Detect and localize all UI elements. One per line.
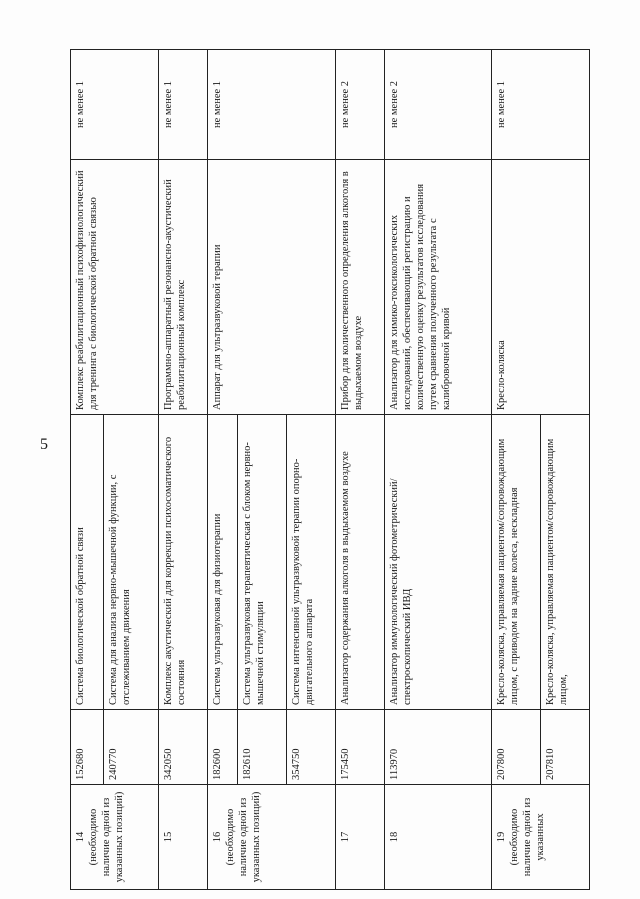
row-number: 19 — [495, 831, 507, 843]
code-cell: 113970 — [384, 710, 491, 785]
table-row — [384, 50, 491, 890]
row-number: 14 — [75, 831, 86, 843]
row-note: (необходимо наличие одной из указанных — [508, 797, 547, 877]
name-cell: Система ультразвуковая терапевтическая с блоком нервно-мышечной стимуляции — [237, 415, 286, 710]
page-number: 5 — [40, 436, 48, 453]
name-cell: Система интенсивной ультразвуковой терапии опорно-двигательного аппарата — [286, 415, 335, 710]
row-number-cell — [158, 785, 207, 890]
table-row — [491, 50, 540, 890]
code-cell: 182600 — [207, 710, 237, 785]
code-cell: 152680 — [71, 710, 104, 785]
code-cell: 354750 — [286, 710, 335, 785]
name-cell: Анализатор содержания алкоголя в выдыхаемом воздухе — [335, 415, 384, 710]
row-number-cell — [207, 785, 335, 890]
code-cell: 207800 — [491, 710, 540, 785]
quantity-cell: не менее 2 — [384, 50, 491, 160]
row-number-cell — [384, 785, 491, 890]
table-row — [71, 50, 104, 890]
rotated-table-wrapper — [70, 50, 590, 890]
code-cell: 207810 — [540, 710, 589, 785]
quantity-cell: не менее 1 — [491, 50, 589, 160]
name-cell: Кресло-коляска, управляемая пациентом/сопровождающим лицом, — [540, 415, 589, 710]
table-row — [207, 50, 237, 890]
row-number-cell — [335, 785, 384, 890]
name-cell: Анализатор иммунологический фотометрический/спектроскопический ИВД — [384, 415, 491, 710]
name-cell: Кресло-коляска, управляемая пациентом/сопровождающим лицом, с приводом на задние колеса, нескладная — [491, 415, 540, 710]
code-cell: 182610 — [237, 710, 286, 785]
device-cell: Аппарат для ультразвуковой терапии — [207, 160, 335, 415]
quantity-cell: не менее 1 — [158, 50, 207, 160]
name-cell: Система биологической обратной связи — [71, 415, 104, 710]
row-number: 17 — [339, 831, 351, 843]
code-cell: 240770 — [104, 710, 159, 785]
device-cell: Программно-аппаратный резонансно-акустический реабилитационный комплекс — [158, 160, 207, 415]
name-cell: Система ультразвуковая для физиотерапии — [207, 415, 237, 710]
code-cell: 175450 — [335, 710, 384, 785]
row-number-cell — [491, 785, 589, 890]
device-cell: Кресло-коляска — [491, 160, 589, 415]
row-number-cell — [71, 785, 159, 890]
name-cell: Комплекс акустический для коррекции психосоматического состояния — [158, 415, 207, 710]
row-number: 15 — [162, 831, 174, 843]
device-cell: Прибор для количественного определения алкоголя в выдыхаемом воздухе — [335, 160, 384, 415]
name-cell: Система для анализа нервно-мышечной функции, с отслеживанием движения — [104, 415, 159, 710]
quantity-cell: не менее 1 — [71, 50, 159, 160]
row-number: 18 — [388, 831, 400, 843]
equipment-table — [70, 49, 590, 890]
row-note: (необходимо наличие одной из указанных позиций) — [224, 791, 263, 883]
device-cell: Анализатор для химико-токсикологических исследований, обеспечивающий регистрацию и количественную оценку результатов исследования путем сравнения полученного результата с калибровочной кривой — [384, 160, 491, 415]
row-note: (необходимо наличие одной из указанных позиций) — [88, 791, 126, 883]
table-row — [158, 50, 207, 890]
row-number: 16 — [211, 831, 223, 843]
quantity-cell: не менее 1 — [207, 50, 335, 160]
device-cell: Комплекс реабилитационный психофизиологический для тренинга с биологической обратной связью — [71, 160, 159, 415]
table-row — [335, 50, 384, 890]
quantity-cell: не менее 2 — [335, 50, 384, 160]
code-cell: 342050 — [158, 710, 207, 785]
